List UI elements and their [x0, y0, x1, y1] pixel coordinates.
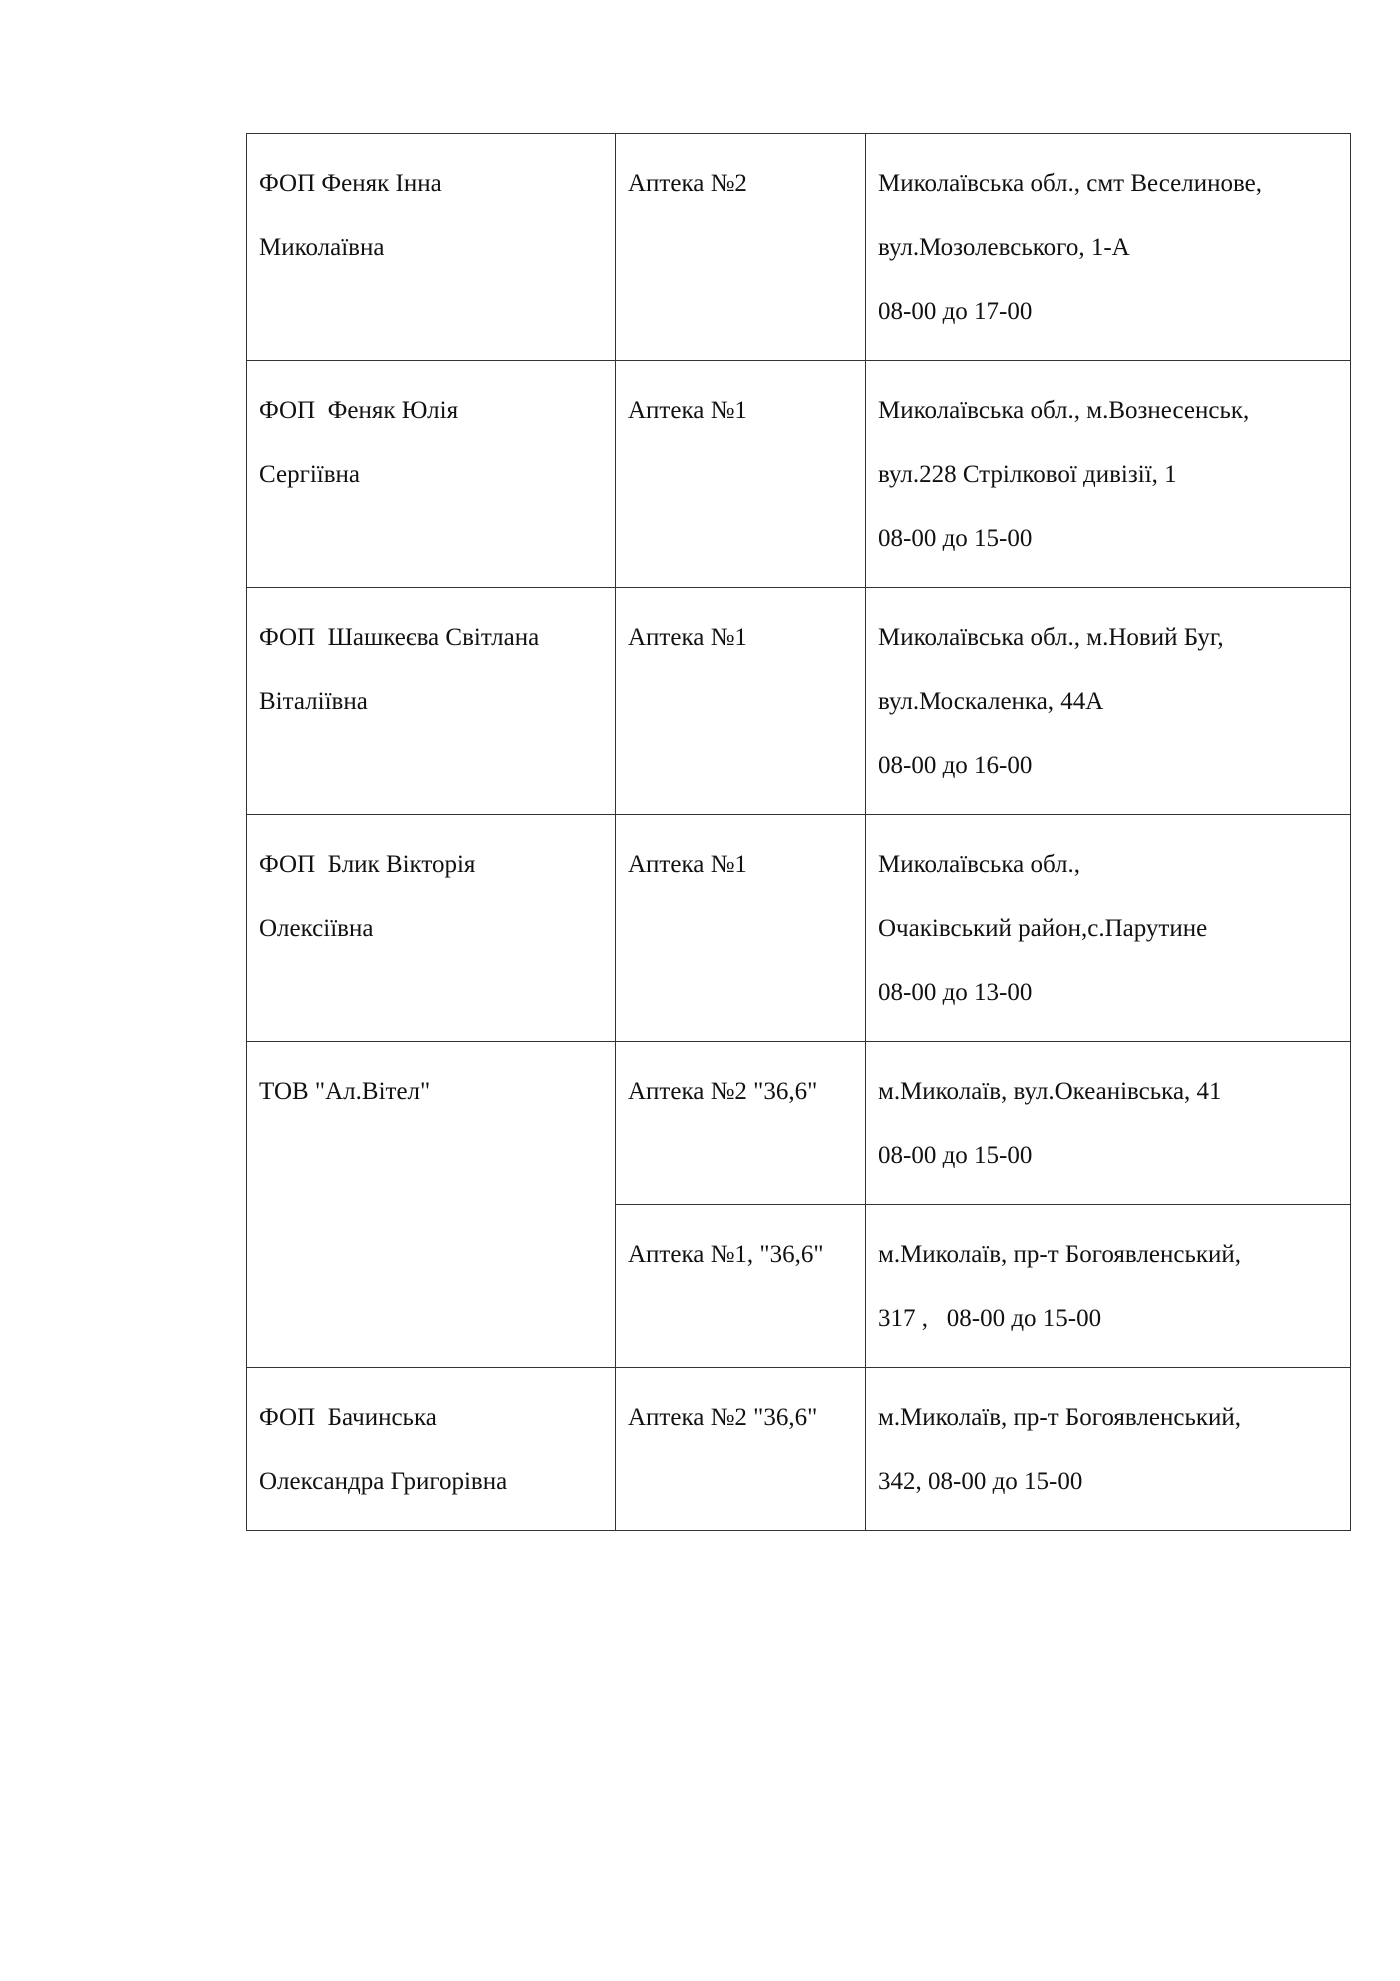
hours-line: 08-00 до 16-00	[878, 752, 1033, 779]
owner-line: ФОП Бачинська	[259, 1404, 437, 1431]
hours-line: 08-00 до 13-00	[878, 979, 1033, 1006]
address-line: м.Миколаїв, пр-т Богоявленський,	[878, 1404, 1242, 1431]
pharmacy-cell	[616, 361, 866, 588]
pharmacy-cell	[616, 1042, 866, 1205]
pharmacy-name: Аптека №1	[628, 397, 747, 424]
address-line: вул.Мозолевського, 1-А	[878, 234, 1130, 261]
owner-line: ФОП Феняк Юлія	[259, 397, 459, 424]
table-row	[247, 1042, 1351, 1205]
address-cell	[866, 1368, 1351, 1531]
table-row	[247, 588, 1351, 815]
hours-line: 317 , 08-00 до 15-00	[878, 1305, 1102, 1332]
owner-line: ФОП Шашкеєва Світлана	[259, 624, 540, 651]
owner-cell	[247, 815, 616, 1042]
owner-line: Миколаївна	[259, 234, 385, 261]
pharmacy-name: Аптека №2	[628, 170, 747, 197]
address-cell	[866, 134, 1351, 361]
table-row	[247, 1368, 1351, 1531]
owner-cell	[247, 1042, 616, 1368]
address-cell	[866, 1205, 1351, 1368]
hours-line: 08-00 до 15-00	[878, 1142, 1033, 1169]
owner-cell	[247, 134, 616, 361]
owner-cell	[247, 588, 616, 815]
table-row	[247, 815, 1351, 1042]
owner-line: ФОП Блик Вікторія	[259, 851, 476, 878]
address-line: Миколаївська обл., м.Вознесенськ,	[878, 397, 1250, 424]
hours-line: 08-00 до 15-00	[878, 525, 1033, 552]
pharmacy-name: Аптека №2 "36,6"	[628, 1404, 818, 1431]
address-line: м.Миколаїв, вул.Океанівська, 41	[878, 1078, 1222, 1105]
address-line: Миколаївська обл., смт Веселинове,	[878, 170, 1262, 197]
pharmacy-cell	[616, 588, 866, 815]
pharmacy-name: Аптека №1, "36,6"	[628, 1241, 824, 1268]
owner-line: Олександра Григорівна	[259, 1468, 508, 1495]
address-line: вул.Москаленка, 44А	[878, 688, 1104, 715]
owner-line: ТОВ "Ал.Вітел"	[259, 1078, 431, 1105]
hours-line: 08-00 до 17-00	[878, 298, 1033, 325]
address-cell	[866, 1042, 1351, 1205]
address-cell	[866, 361, 1351, 588]
owner-cell	[247, 361, 616, 588]
pharmacy-name: Аптека №1	[628, 624, 747, 651]
address-line: вул.228 Стрілкової дивізії, 1	[878, 461, 1177, 488]
pharmacy-cell	[616, 1205, 866, 1368]
owner-line: Олексіївна	[259, 915, 374, 942]
address-line: Очаківський район,с.Парутине	[878, 915, 1208, 942]
owner-line: Сергіївна	[259, 461, 361, 488]
table-row	[247, 134, 1351, 361]
owner-line: ФОП Феняк Інна	[259, 170, 442, 197]
address-line: Миколаївська обл., м.Новий Буг,	[878, 624, 1224, 651]
pharmacy-cell	[616, 1368, 866, 1531]
pharmacy-name: Аптека №2 "36,6"	[628, 1078, 818, 1105]
pharmacy-cell	[616, 134, 866, 361]
pharmacy-name: Аптека №1	[628, 851, 747, 878]
hours-line: 342, 08-00 до 15-00	[878, 1468, 1083, 1495]
table-row	[247, 361, 1351, 588]
owner-line: Віталіївна	[259, 688, 368, 715]
address-line: м.Миколаїв, пр-т Богоявленський,	[878, 1241, 1242, 1268]
address-cell	[866, 815, 1351, 1042]
address-line: Миколаївська обл.,	[878, 851, 1081, 878]
owner-cell	[247, 1368, 616, 1531]
pharmacy-cell	[616, 815, 866, 1042]
address-cell	[866, 588, 1351, 815]
pharmacy-table	[246, 133, 1351, 1531]
